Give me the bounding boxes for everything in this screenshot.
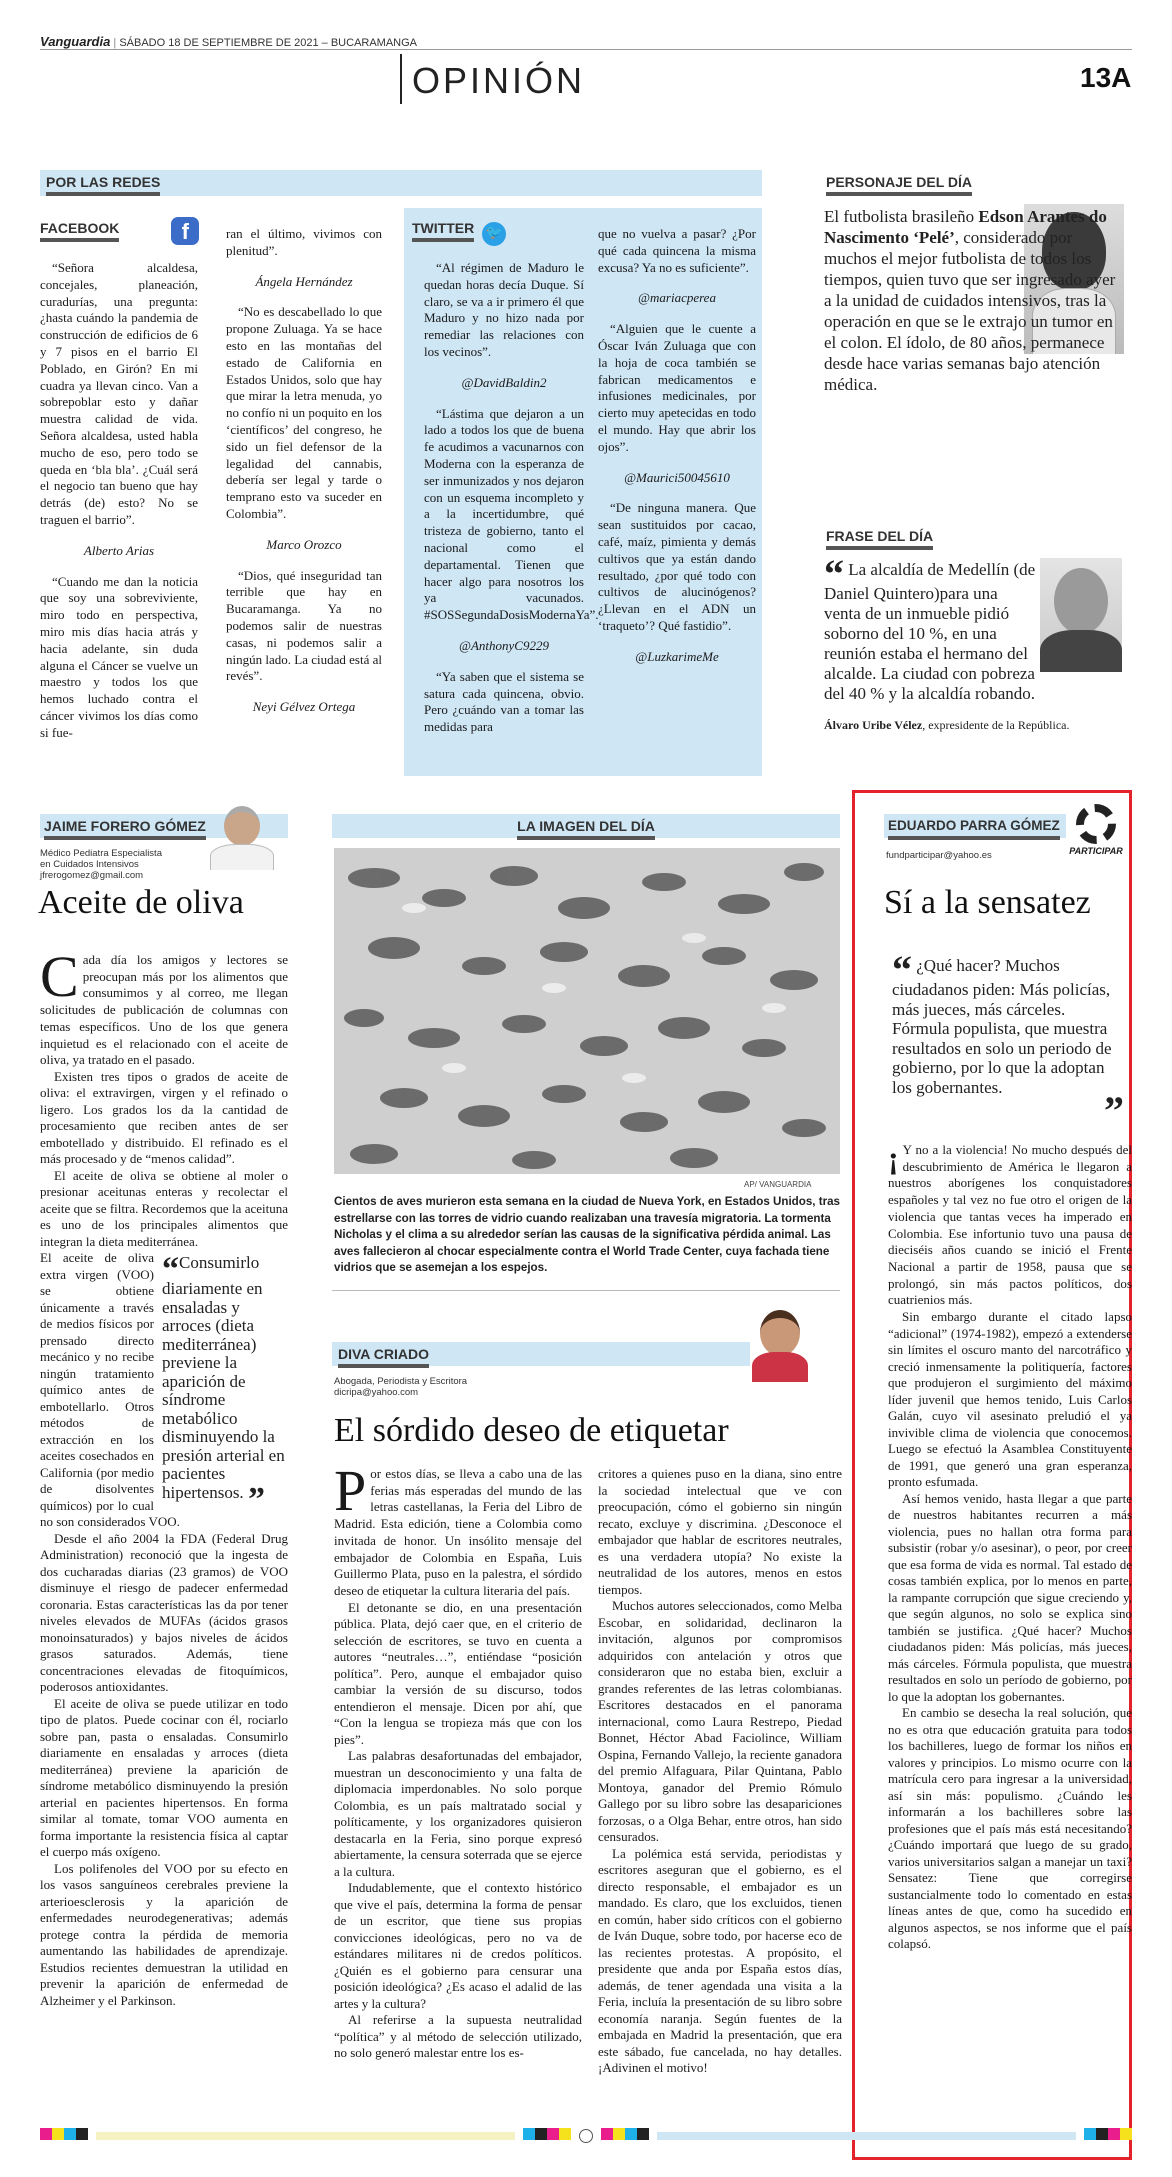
facebook-header [40, 216, 199, 245]
comment-text: “No es descabellado lo que propone Zuluaga. Ya se hace esto en las montañas del estado de California en Estados Unidos, solo que hay que mirar la letra menuda, yo no confío ni un poquito en los ‘científicos’ del congreso, he sido un fiel defensor de la legalidad del cannabis, debería ser legal y tarde o temprano esto va suceder en Colombia”. [226, 304, 382, 521]
personaje-body: , considerado por muchos el mejor futbolista de todos los tiempos, quien tuvo que ser ingresado ayer a la unidad de cuidados intensivos, tras la operación en que se le extrajo un tumor en el colon. El ídolo, de 80 años, permanece desde hace varias semanas bajo atención médica. [824, 228, 1116, 394]
imagen-label: LA IMAGEN DEL DÍA [517, 814, 655, 840]
diva-lead: Por estos días, se lleva a cabo una de las ferias más esperadas del mundo de las letras castellanas, la Feria del Libro de Madrid. Esta edición, tiene a Colombia como invitada de honor. Un insólito mensaje del embajador de Colombia en España, Luis Guillermo Plata, puso en la palestra, el sórdido deseo de etiquetar la cultura literaria del país. [334, 1458, 582, 1598]
personaje-name: Edson Arantes do Nascimento ‘Pelé’ [824, 207, 1107, 247]
comment-signature: Marco Orozco [266, 536, 342, 552]
logo-text: PARTICIPAR [1069, 846, 1123, 856]
personaje-intro: El futbolista brasileño [824, 207, 979, 226]
diva-paragraph: Las palabras desafortunadas del embajador, muestran un desconocimiento y una falta de diplomacia imperdonables. No solo porque Colombia, es un país maltratado social y políticamente, y los organizadores quisieron destacarla en la Feria, sino porque expresó abiertamente, la censura soterrada que se ejerce a la cultura. [334, 1748, 582, 1879]
twitter-bird-icon: 🐦 [482, 222, 506, 246]
open-quote-icon: “ [892, 947, 912, 992]
dateline: SÁBADO 18 DE SEPTIEMBRE DE 2021 – BUCARAMANGA [119, 37, 418, 49]
open-quote-icon: “ [824, 551, 844, 596]
dropcap: C [40, 944, 79, 1009]
diva-author: DIVA CRIADO [338, 1342, 429, 1368]
diva-paragraph: Indudablemente, que el contexto histórico que vive el país, determina la forma de pensar de un escritor, que tiene sus propias convicciones ideológicas, pero no va de estándares militares ni de credos políticos. ¿Quién es el gobierno para censurar una posición ideológica? ¿Es acaso el adalid de las artes y la cultura? [334, 1880, 582, 2011]
diva-email: dicripa@yahoo.com [334, 1387, 419, 1398]
tweet-text: “De ninguna manera. Que sean sustituidos por cacao, café, maíz, pimienta y demás cultivos que ya están dando resultado, ¿por qué todo con cultivos de alucinógenos? ¿Llevan en el ADN un ‘traqueto’? Qué fastidio”. [598, 500, 756, 633]
facebook-col-2 [226, 226, 382, 730]
photo-caption: Cientos de aves murieron esta semana en la ciudad de Nueva York, en Estados Unidos, tras estrellarse con las torres de vidrio cuando realizaban una travesía migratoria. La tormenta Nicholas y el clima a su alrededor serían las causas de la significativa pérdida animal. Las aves fallecieron al chocar especialmente contra el World Trade Center, cuya fachada tiene vidrios que se asemejan a los espejos. [334, 1195, 841, 1274]
tweet-text: “Ya saben que el sistema se satura cada quincena, obvio. Pero ¿cuándo van a tomar las medidas para [424, 668, 584, 735]
frase-author-role: , expresidente de la República. [922, 718, 1070, 732]
imagen-header-bar [332, 814, 840, 838]
comment-text: ran el último, vivimos con plenitud”. [226, 226, 382, 258]
eduardo-lead: ¡ Y no a la violencia! No mucho después del descubrimiento de América le llegaron a nuestros aborígenes los conquistadores españoles y tal vez no fue otro el origen de la violencia que tantas veces ha imperado en Colombia. Ese infortunio tuvo una pausa de dieciséis años cuando se inició el Frente Nacional a partir de 1958, pausa que se prolongó, sin más pactos políticos, dos cuatrienios más. [888, 1139, 1132, 1308]
comment-text: “Señora alcaldesa, concejales, planeación, curadurías, una pregunta: ¿hasta cuándo la pandemia de construcción de edificios de 6 y 7 pisos en el barrio El Poblado, en Girón? En mi cuadra ya llevan cinco. Van a sobrepoblar esto y dañar muestra calidad de vida. Señora alcaldesa, usted habla mucho de eso, pero todo se queda en ‘bla bla’. ¿Cuál será el negocio tan bueno que hay detrás (de) esto? No se traguen el barrio”. [40, 260, 198, 527]
birds-photo [334, 848, 840, 1174]
facebook-icon: f [171, 217, 199, 245]
diva-bio-line: Abogada, Periodista y Escritora [334, 1376, 468, 1387]
jaime-paragraph: Desde el año 2004 la FDA (Federal Drug Administration) reconoció que la ingesta de dos cucharadas diarias (23 gramos) de VOO disminuye el riesgo de padecer enfermedad coronaria. Estas características las da por tener niveles elevados de MUFAs (ácidos grasos monoinsaturados) y bajos niveles de ácidos grasos saturados. Además, tiene concentraciones elevadas de fitoquímicos, poderosos antioxidantes. [40, 1530, 288, 1695]
inverted-exclamation: ¡ [888, 1139, 899, 1175]
redes-header-bar [40, 170, 762, 196]
facebook-label: FACEBOOK [40, 216, 119, 242]
frase-author: Álvaro Uribe Vélez [824, 718, 923, 732]
comment-signature: Ángela Hernández [255, 273, 353, 289]
eduardo-author: EDUARDO PARRA GÓMEZ [888, 814, 1060, 840]
frase-header [826, 524, 933, 550]
jaime-paragraph: El aceite de oliva extra virgen (VOO) se obtiene únicamente a través de medios físicos por prensado directo mecánico y no recibe ningún tratamiento químico antes de embotellarlo. Otros métodos de extracción en los aceites cosechados en California (por medio de disolventes químicos) por lo cual no son considerados VOO. [40, 1250, 180, 1530]
eduardo-paragraph: En cambio se desecha la real solución, que no es otra que educación gratuita para todos los bachilleres, luego de formar los niños en valores y principios. Lo mismo ocurre con la matrícula cero para ingresar a la universidad, así sin más: populismo. ¿Cuándo les informarán a los bachilleres sobre las profesiones que el país más está necesitando? ¿Cuándo importará que luego de su grado, varios universitarios salgan a manejar un taxi? Sensatez: Tiene que corregirse sustancialmente todo lo comentado en estas líneas antes de que, como ha sucedido en algunos aspectos, se nos informe que el país colapsó. [888, 1705, 1132, 1952]
eduardo-pullquote: “ ¿Qué hacer? Muchos ciudadanos piden: Más policías, más jueces, más cárceles. Fórmula populista, que muestra resultados en solo un periodo de gobierno, por lo que la adoptan los gobernantes. ” [892, 947, 1124, 1133]
color-registration-strip [40, 2130, 1132, 2142]
frase-label: FRASE DEL DÍA [826, 524, 933, 550]
gear-icon [1076, 804, 1116, 844]
frase-quote [824, 551, 1036, 704]
twitter-col-1 [424, 260, 599, 736]
jaime-lead: Cada día los amigos y lectores se preocupan más por los alimentos que consumimos y al correo, me llegan solicitudes de publicación de columnas con temas específicos. Uno de los que genera inquietud es el relacionado con el aceite de oliva, ya tratado en el pasado. [40, 944, 288, 1068]
comment-signature: Neyi Gélvez Ortega [252, 699, 356, 715]
tweet-text: “Al régimen de Maduro le quedan horas decía Duque. Sí claro, se va a ir primero él que Maduro y no hizo nada por remediar las relaciones con los vecinos”. [424, 260, 584, 359]
frase-author-line [824, 718, 1134, 733]
eduardo-paragraph: Así hemos venido, hasta llegar a que parte de nuestros habitantes recurren a más violencia, pues no hallan otra forma para subsistir (robar y/o asesinar), o peor, por creer que esa forma de vida es normal. Tal estado de cosas también explica, por lo menos en parte, la rampante corrupción que sigue creciendo y, que según algunos, no solo se explica sino también se justifica. ¿Qué hacer? Muchos ciudadanos piden: Más policías, más jueces, más cárceles. Fórmula populista, que muestra resultados en solo un período de gobierno, por lo que la adoptan los gobernantes. [888, 1490, 1132, 1704]
dropcap: P [334, 1458, 367, 1523]
jaime-author: JAIME FORERO GÓMEZ [44, 814, 206, 840]
eduardo-title: Sí a la sensatez [884, 884, 1091, 921]
diva-paragraph: Al referirse a la supuesta neutralidad “política” y al método de selección utilizado, no solo generó malestar entre los es- [334, 2012, 582, 2061]
tweet-handle: @AnthonyC9229 [459, 637, 549, 653]
jaime-bio [40, 848, 162, 881]
brand-logo: Vanguardia [40, 34, 111, 49]
personaje-text [824, 206, 1124, 395]
frase-text: La alcaldía de Medellín (de Daniel Quintero)para una venta de un inmueble pidió soborno del 10 %, en una reunión estaba el hermano del alcalde. La ciudad con pobreza del 40 % y la alcaldía robando. [824, 560, 1036, 703]
tweet-text: que no vuelva a pasar? ¿Por qué cada quincena la misma excusa? Ya no es suficiente”. [598, 226, 756, 275]
jaime-paragraph: El aceite de oliva se puede utilizar en todo tipo de platos. Puede cocinar con él, rociarlo sobre pan, pasta o ensaladas. Consumirlo diariamente en ensaladas y arroces (dieta mediterránea) previene la aparición de síndrome metabólico disminuyendo la presión arterial en pacientes hipertensos. En forma similar al tomate, tomar VOO aumenta en forma importante la resistencia física al captar el cuerpo más oxígeno. [40, 1695, 288, 1860]
tweet-handle: @Maurici50045610 [624, 469, 730, 485]
personaje-label: PERSONAJE DEL DÍA [826, 170, 972, 196]
close-quote-icon: ” [247, 1480, 265, 1518]
close-quote-icon: ” [1104, 1088, 1124, 1133]
diva-title: El sórdido deseo de etiquetar [334, 1412, 729, 1449]
diva-col-1 [334, 1458, 582, 2062]
diva-photo [748, 1306, 812, 1382]
twitter-col-2 [598, 226, 756, 680]
diva-header-bar [332, 1342, 750, 1366]
jaime-paragraph: El aceite de oliva se obtiene al moler o presionar aceitunas enteras y recolectar el aceite que se filtra. Recordemos que la aceituna es uno de los principales alimentos que integran la dieta mediterránea. [40, 1167, 288, 1249]
comment-text: “Cuando me dan la noticia que soy una sobreviviente, miro todo en perspectiva, miro mis días hacia atrás y hacia adelante, sin duda alguna el Cáncer se vuelve un maestro y todos los que hemos luchado contra el cáncer vivimos los días como si fue- [40, 573, 198, 740]
tweet-handle: @DavidBaldin2 [461, 374, 547, 390]
comment-text: “Dios, qué inseguridad tan terrible que hay en Bucaramanga. Ya no podemos salir de nuestras casas, ni podemos salir a ningún lado. La ciudad está al revés”. [226, 567, 382, 684]
diva-bio [334, 1376, 467, 1398]
jaime-email: jfrerogomez@gmail.com [40, 870, 144, 881]
diva-paragraph: El detonante se dio, en una presentación pública. Plata, dejó caer que, en el criterio de selección de escritores, se tuvo en cuenta a autores “neutrales…”, entiéndase “posición política”. Pero, aunque el embajador quiso cambiar la versión de su discurso, todos entendieron el mensaje. Dicen por ahí, que “Con la lengua se tropieza más que con los pies”. [334, 1599, 582, 1747]
twitter-header [412, 216, 506, 246]
facebook-col-1 [40, 260, 198, 742]
eduardo-email: fundparticipar@yahoo.es [886, 850, 992, 861]
eduardo-header-bar [884, 814, 1066, 838]
jaime-body [40, 944, 288, 2009]
comment-signature: Alberto Arias [83, 542, 155, 558]
open-quote-icon: “ [162, 1251, 179, 1289]
tweet-text: “Alguien que le cuente a Óscar Iván Zuluaga que con la hoja de coca también se fabrican medicamentos e infusiones medicinales, por cierto muy apetecidas en todo el mundo. Hay que abrir los ojos”. [598, 321, 756, 454]
section-divider [400, 54, 402, 104]
eduardo-body [888, 1139, 1132, 1953]
eduardo-paragraph: Sin embargo durante el citado lapso “adicional” (1974-1982), empezó a extenderse sin límites el oscuro manto del narcotráfico y creció inmensamente la politiquería, factores que produjeron el surgimiento del máximo líder juvenil que hemos tenido, Luis Carlos Galán, cuyo vil asesinato preludió el ya invivible clima de violencia que conocemos. Luego se efectuó la Asamblea Constituyente de 1991, que generó una gran esperanza, pronto esfumada. [888, 1309, 1132, 1490]
jaime-paragraph: Los polifenoles del VOO por su efecto en los vasos sanguíneos cerebrales previene la arterioesclerosis y la aparición de enfermedades neurodegenerativas; además protege contra la pérdida de memoria aumentando las habilidades de aprendizaje. Estudios recientes demuestran la utilidad en prevenir la aparición de enfermedad de Alzheimer y el Parkinson. [40, 1860, 288, 2008]
diva-paragraph: La polémica está servida, periodistas y escritores aseguran que el gobierno, es el directo responsable, el embajador es un mandado. Es claro, que los excluidos, tienen en común, haber sido críticos con el gobierno de Iván Duque, sobre todo, por hacerse eco de las recientes protestas. A propósito, el presidente que anda por España estos días, además, de tener agendada una visita a la Feria, incluía la presentación de su libro sobre economía naranja. Según fuentes de la embajada en Madrid la presentación, que era este sábado, fue cancelada, no hay detalles. ¡Adivinen el motivo! [598, 1845, 842, 2075]
jaime-photo [208, 804, 276, 870]
tweet-handle: @LuzkarimeMe [635, 648, 719, 664]
diva-paragraph: Muchos autores seleccionados, como Melba Escobar, en solidaridad, declinaron la invitación, algunos por compromisos adquiridos con antelación y otros que consideraron que no estaba bien, excluir a grandes referentes de las letras colombianas. Escritores destacados en el panorama internacional, como Laura Restrepo, Piedad Bonnet, Héctor Abad Faciolince, William Ospina, Fernando Vallejo, la reciente ganadora del premio Alfaguara, Pilar Quintana, Pablo Montoya, ganador del Premio Rómulo Gallego por su libro sobre las desapariciones forzosas, o a Olga Behar, entre otros, han sido censurados. [598, 1598, 842, 1844]
divider [332, 1290, 840, 1291]
participar-logo [1066, 804, 1126, 868]
jaime-pullquote: “Consumirlo diariamente en ensaladas y arroces (dieta mediterránea) previene la aparición de síndrome metabólico disminuyendo la presión arterial en pacientes hipertensos. ” [162, 1251, 285, 1518]
page-number: 13A [1080, 62, 1132, 93]
registration-mark-icon [579, 2129, 593, 2143]
tweet-handle: @mariacperea [638, 290, 716, 306]
masthead: Vanguardia | SÁBADO 18 DE SEPTIEMBRE DE 2021 – BUCARAMANGA [40, 34, 1132, 50]
personaje-header [826, 170, 972, 196]
uribe-photo [1040, 558, 1122, 672]
diva-col-2 [598, 1466, 842, 2077]
jaime-bio-line: en Cuidados Intensivos [40, 859, 139, 870]
tweet-text: “Lástima que dejaron a un lado a todos los que de buena fe acudimos a vacunarnos con Moderna con la esperanza de ser inmunizados y nos dejaron con un esquema incompleto y a la incertidumbre, qué tristeza de gobierno, tanto el nacional como el departamental. Tienen que hacer algo para nosotros los ya vacunados. #SOSSegundaDosisModernaYa”. [424, 405, 599, 623]
dead-birds-image [334, 848, 840, 1174]
photo-credit: AP/ VANGUARDIA [744, 1180, 812, 1189]
redes-label: POR LAS REDES [46, 170, 160, 196]
twitter-label: TWITTER [412, 216, 474, 242]
diva-paragraph: critores a quienes puso en la diana, sino entre la sociedad intelectual que ve con preocupación, cómo el gobierno sin ningún recato, excluye y discrimina. ¿Desconoce el embajador que hablar de escritores neutrales, es una verdadera utopía? No existe la neutralidad de los autores, menos en estos tiempos. [598, 1466, 842, 1597]
jaime-paragraph: Existen tres tipos o grados de aceite de oliva: el extravirgen, virgen y el refinado o ligero. Los grados los da la cantidad de procesamiento que reciben antes de ser embotellado y distribuido. El refinado es el más procesado y de “menos calidad”. [40, 1068, 288, 1167]
jaime-title: Aceite de oliva [38, 884, 244, 921]
jaime-bio-line: Médico Pediatra Especialista [40, 848, 162, 859]
section-title: OPINIÓN [412, 60, 586, 101]
